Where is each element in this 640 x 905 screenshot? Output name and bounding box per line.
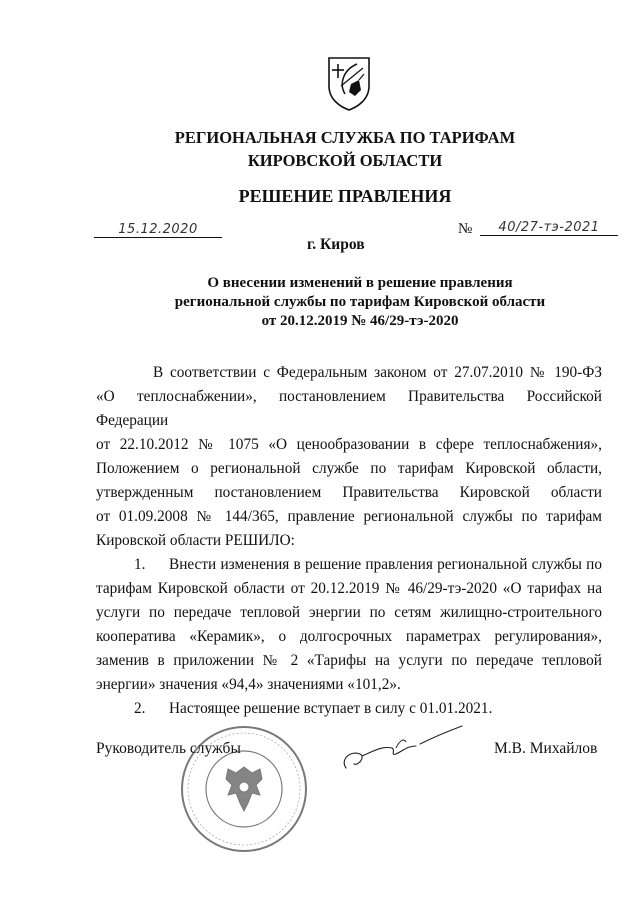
number-sign: № bbox=[458, 221, 473, 237]
p1-line-7: Кировской области РЕШИЛО: bbox=[96, 532, 295, 549]
item1-line-4: кооператива «Керамик», о долгосрочных параметрах регулирования», bbox=[96, 628, 602, 645]
item1-line-2: тарифам Кировской области от 20.12.2019 № 46/29-тэ-2020 «О тарифах на bbox=[96, 580, 602, 597]
handwritten-signature-icon bbox=[336, 720, 466, 780]
subject-line-3: от 20.12.2019 № 46/29-тэ-2020 bbox=[261, 313, 459, 329]
item1-number: 1. bbox=[134, 556, 146, 573]
item1-line-5: заменив в приложении № 2 «Тарифы на услуги по передаче тепловой bbox=[96, 652, 602, 669]
p1-line-5: утвержденным постановлением Правительства Кировской области bbox=[96, 484, 602, 501]
document-subject bbox=[100, 274, 620, 331]
document-body bbox=[96, 361, 602, 721]
city: г. Киров bbox=[307, 236, 365, 253]
document-type: РЕШЕНИЕ ПРАВЛЕНИЯ bbox=[238, 186, 452, 206]
signatory-title: Руководитель службы bbox=[96, 740, 241, 757]
subject-line-1: О внесении изменений в решение правления bbox=[207, 275, 513, 291]
official-seal-icon bbox=[178, 723, 310, 855]
subject-line-2: региональной службы по тарифам Кировской области bbox=[174, 294, 546, 310]
document-date: 15.12.2020 bbox=[94, 222, 222, 238]
p1-line-2: «О теплоснабжении», постановлением Правительства Российской Федерации bbox=[96, 388, 602, 429]
p1-line-6: от 01.09.2008 № 144/365, правление региональной службы по тарифам bbox=[96, 508, 602, 525]
item1-line-6: энергии» значения «94,4» значениями «101,2». bbox=[96, 676, 401, 693]
p1-line-3: от 22.10.2012 № 1075 «О ценообразовании в сфере теплоснабжения», bbox=[96, 436, 602, 453]
item1-line-3: услуги по передаче тепловой энергии по сетям жилищно-строительного bbox=[96, 604, 602, 621]
p1-line-4: Положением о региональной службе по тарифам Кировской области, bbox=[96, 460, 602, 477]
p1-line-1: В соответствии с Федеральным законом от 27.07.2010 № 190-ФЗ bbox=[153, 364, 602, 381]
item1-first-text: Внести изменения в решение правления региональной службы по bbox=[169, 556, 602, 573]
item2-text: Настоящее решение вступает в силу с 01.01.2021. bbox=[169, 700, 493, 717]
item2-number: 2. bbox=[134, 700, 146, 717]
org-line-1: РЕГИОНАЛЬНАЯ СЛУЖБА ПО ТАРИФАМ bbox=[174, 128, 516, 147]
document-number: 40/27-тэ-2021 bbox=[480, 220, 618, 236]
organization-name bbox=[0, 126, 640, 172]
signatory-name: М.В. Михайлов bbox=[494, 740, 598, 757]
item2-line bbox=[96, 697, 602, 721]
org-line-2: КИРОВСКОЙ ОБЛАСТИ bbox=[247, 151, 443, 170]
item1-line-1 bbox=[96, 553, 602, 577]
coat-of-arms-icon bbox=[327, 56, 371, 112]
